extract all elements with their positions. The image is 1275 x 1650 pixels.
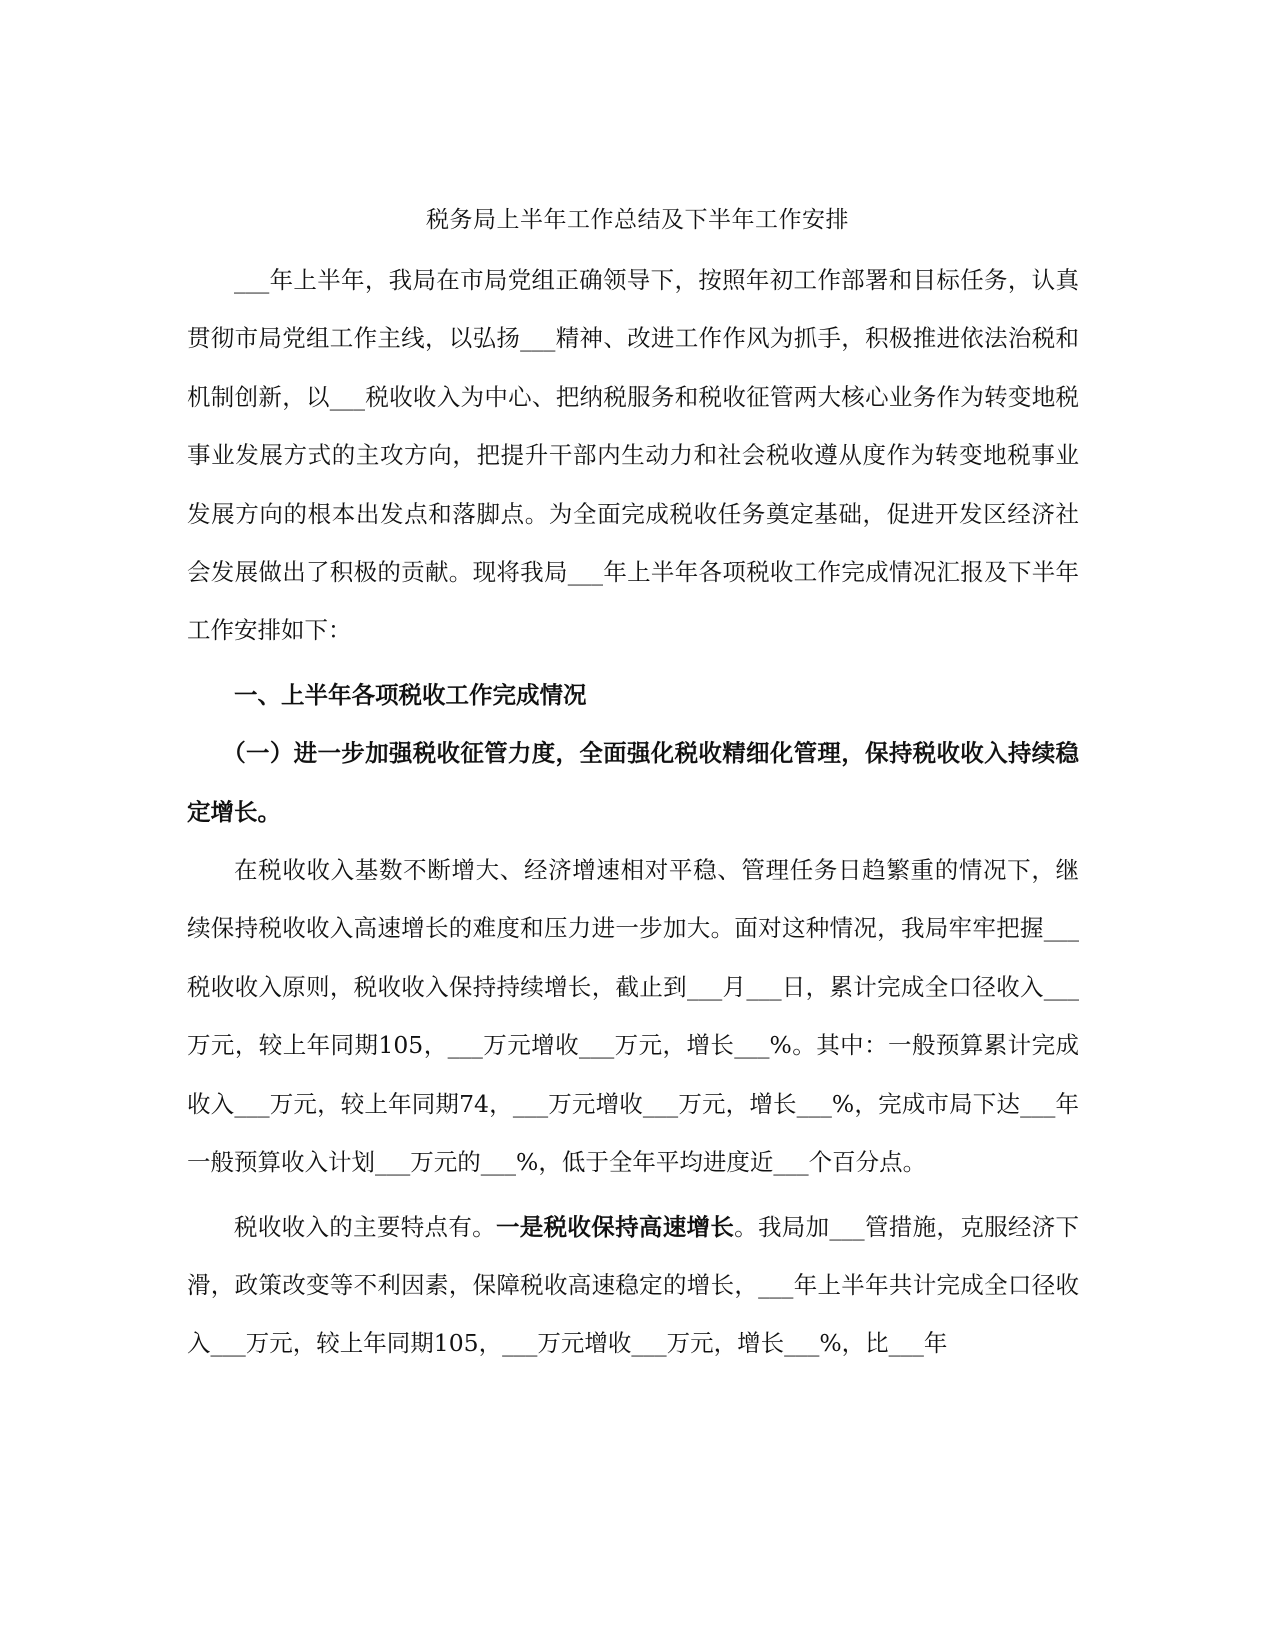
intro-paragraph: ___年上半年，我局在市局党组正确领导下，按照年初工作部署和目标任务，认真贯彻市局党组工作主线，以弘扬___精神、改进工作作风为抓手，积极推进依法治税和机制创新，以___税收收入为中心、把纳税服务和税收征管两大核心业务作为转变地税事业发展方式的主攻方向，把提升干部内生动力和社会税收遵从度作为转变地税事业发展方向的根本出发点和落脚点。为全面完成税收任务奠定基础，促进开发区经济社会发展做出了积极的贡献。现将我局___年上半年各项税收工作完成情况汇报及下半年工作安排如下： <box>187 266 1079 645</box>
features-bold-text: 一是税收保持高速增长 <box>495 1212 735 1241</box>
document-body <box>187 251 1079 1373</box>
features-rest-text: 。我局加___管措施，克服经济下滑，政策改变等不利因素，保障税收高速稳定的增长，___年上半年共计完成全口径收入___万元，较上年同期105，___万元增收___万元，增长___%，比___年 <box>187 1212 1080 1358</box>
revenue-paragraph: 在税收收入基数不断增大、经济增速相对平稳、管理任务日趋繁重的情况下，继续保持税收收入高速增长的难度和压力进一步加大。面对这种情况，我局牢牢把握___税收收入原则，税收收入保持持续增长，截止到___月___日，累计完成全口径收入___万元，较上年同期105，___万元增收___万元，增长___%。其中：一般预算累计完成收入___万元，较上年同期74，___万元增收___万元，增长___%，完成市局下达___年一般预算收入计划___万元的___%，低于全年平均进度近___个百分点。 <box>187 856 1079 1177</box>
features-lead-text: 税收收入的主要特点有。 <box>234 1212 496 1241</box>
section-heading: 一、上半年各项税收工作完成情况 <box>234 680 587 709</box>
features-paragraph <box>187 1198 1079 1373</box>
document-title: 税务局上半年工作总结及下半年工作安排 <box>426 207 849 233</box>
subsection-heading: （一）进一步加强税收征管力度，全面强化税收精细化管理，保持税收收入持续稳定增长。 <box>187 739 1079 826</box>
